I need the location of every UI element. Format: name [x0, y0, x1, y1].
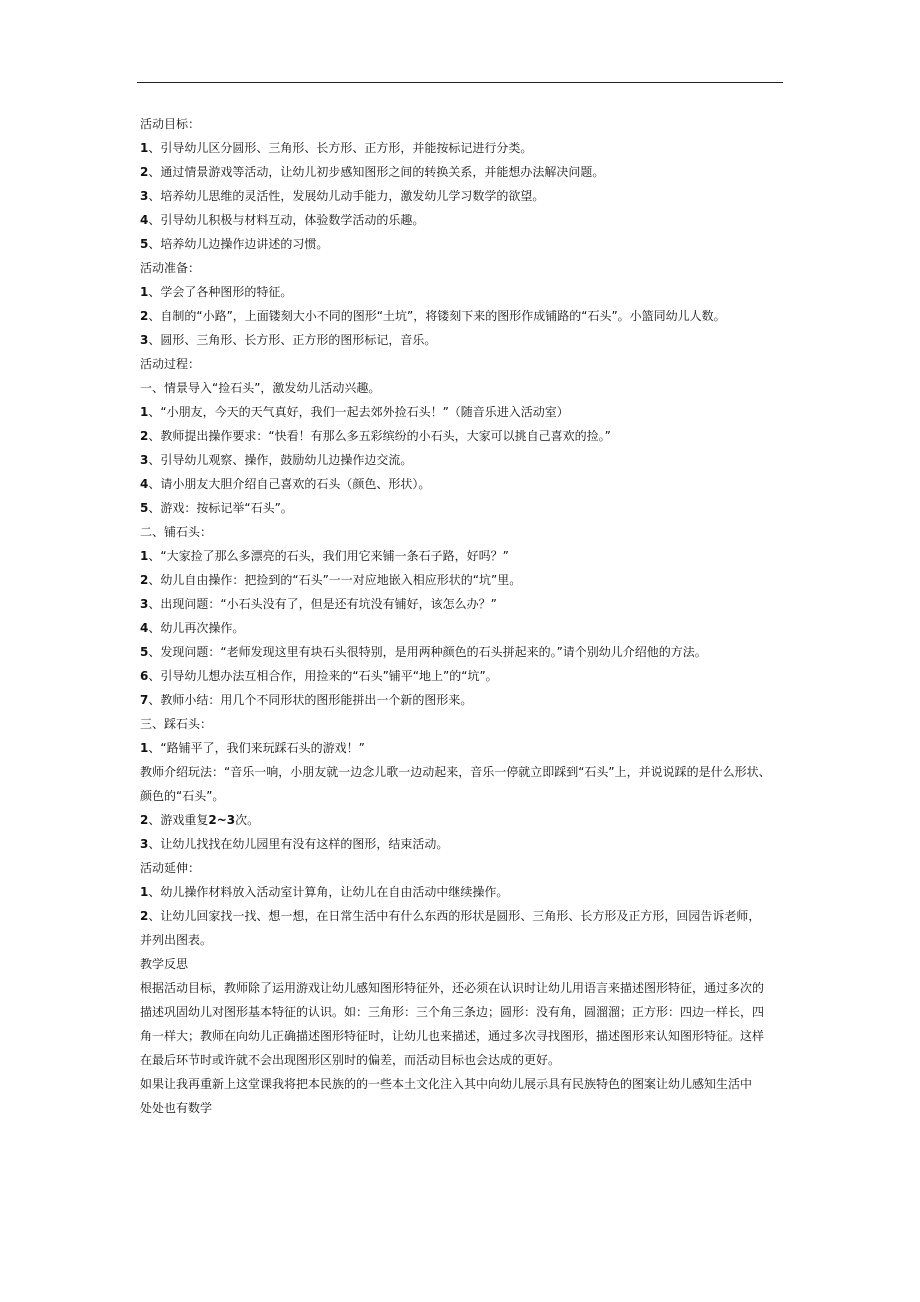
item-number: 4: [140, 477, 149, 491]
text-line: [140, 640, 792, 664]
line-text: 、引导幼儿想办法互相合作，用捡来的“石头”铺平“地上”的“坑”。: [148, 669, 498, 683]
line-text: 、幼儿自由操作：把捡到的“石头”一一对应地嵌入相应形状的“坑”里。: [148, 573, 522, 587]
text-line: [140, 808, 792, 832]
text-line: [140, 328, 792, 352]
line-text: 、自制的“小路”，上面镂刻大小不同的图形“土坑”，将镂刻下来的图形作成铺路的“石头”。小篮同幼儿人数。: [148, 309, 726, 323]
item-number: 1: [140, 741, 149, 755]
item-number: 3: [140, 453, 149, 467]
item-number: 2: [140, 813, 149, 827]
item-number: 2: [140, 165, 149, 179]
text-line: [140, 568, 792, 592]
text-line: [140, 880, 792, 904]
line-text: 在最后环节时或许就不会出现图形区别时的偏差，而活动目标也会达成的更好。: [140, 1053, 561, 1067]
item-number: 1: [140, 885, 149, 899]
line-text: 、“小朋友，今天的天气真好，我们一起去郊外捡石头！”（随音乐进入活动室）: [148, 405, 569, 419]
line-text: 、出现问题：“小石头没有了，但是还有坑没有铺好，该怎么办？”: [148, 597, 497, 611]
item-number: 3: [140, 837, 149, 851]
item-number: 3: [140, 189, 149, 203]
line-text: 、让幼儿回家找一找、想一想，在日常生活中有什么东西的形状是圆形、三角形、长方形及正方形，回园告诉老师，: [148, 909, 761, 923]
text-line: [140, 1048, 792, 1072]
text-line: [140, 1000, 792, 1024]
line-text: 活动准备：: [140, 261, 201, 275]
line-text: 处处也有数学: [140, 1101, 213, 1115]
text-line: [140, 856, 792, 880]
text-line: [140, 544, 792, 568]
item-number: 3: [140, 597, 149, 611]
line-text: 、游戏：按标记举“石头”。: [148, 501, 293, 515]
text-line: [140, 952, 792, 976]
text-line: [140, 904, 792, 928]
text-line: [140, 232, 792, 256]
line-text: 一、情景导入“捡石头”，激发幼儿活动兴趣。: [140, 381, 381, 395]
line-text: 如果让我再重新上这堂课我将把本民族的的一些本土文化注入其中向幼儿展示具有民族特色的图案让幼儿感知生活中: [140, 1077, 753, 1091]
line-text: 、请小朋友大胆介绍自己喜欢的石头（颜色、形状）。: [148, 477, 431, 491]
item-number: 2: [140, 309, 149, 323]
line-text: 、培养幼儿边操作边讲述的习惯。: [148, 237, 329, 251]
line-text: 、培养幼儿思维的灵活性，发展幼儿动手能力，激发幼儿学习数学的欲望。: [148, 189, 545, 203]
text-line: [140, 664, 792, 688]
line-text: 教师介绍玩法：“音乐一响，小朋友就一边念儿歌一边动起来，音乐一停就立即踩到“石头”上，并说说踩的是什么形状、: [140, 765, 771, 779]
line-text: 、幼儿操作材料放入活动室计算角，让幼儿在自由活动中继续操作。: [148, 885, 509, 899]
line-text: 三、踩石头：: [140, 717, 213, 731]
text-line: [140, 832, 792, 856]
item-number: 2: [140, 909, 149, 923]
text-line: [140, 112, 792, 136]
text-line: [140, 784, 792, 808]
text-line: [140, 592, 792, 616]
line-text: 、引导幼儿区分圆形、三角形、长方形、正方形，并能按标记进行分类。: [148, 141, 533, 155]
item-number: 6: [140, 669, 149, 683]
item-number: 4: [140, 621, 149, 635]
text-line: [140, 1024, 792, 1048]
line-text: 二、铺石头：: [140, 525, 213, 539]
text-line: [140, 280, 792, 304]
line-text: 、教师小结：用几个不同形状的图形能拼出一个新的图形来。: [148, 693, 473, 707]
text-line: [140, 472, 792, 496]
item-number: 2: [140, 573, 149, 587]
text-line: [140, 400, 792, 424]
text-line: [140, 928, 792, 952]
line-text: 、让幼儿找找在幼儿园里有没有这样的图形，结束活动。: [148, 837, 449, 851]
line-text: 活动过程：: [140, 357, 201, 371]
text-line: [140, 184, 792, 208]
item-number: 3: [140, 333, 149, 347]
item-number: 7: [140, 693, 149, 707]
item-number: 1: [140, 285, 149, 299]
text-line: [140, 256, 792, 280]
line-text: 、“大家捡了那么多漂亮的石头，我们用它来铺一条石子路，好吗？”: [148, 549, 509, 563]
text-line: [140, 376, 792, 400]
text-line: [140, 448, 792, 472]
line-text: 并列出图表。: [140, 933, 213, 947]
line-text: 、发现问题：“老师发现这里有块石头很特别，是用两种颜色的石头拼起来的。”请个别幼儿介绍他的方法。: [148, 645, 707, 659]
line-text: 角一样大；教师在向幼儿正确描述图形特征时，让幼儿也来描述，通过多次寻找图形，描述图形来认知图形特征。这样: [140, 1029, 765, 1043]
line-text: 活动延伸：: [140, 861, 201, 875]
text-line: [140, 496, 792, 520]
item-number: 1: [140, 405, 149, 419]
line-text: 、教师提出操作要求：“快看！有那么多五彩缤纷的小石头，大家可以挑自己喜欢的捡。”: [148, 429, 611, 443]
text-line: [140, 352, 792, 376]
text-line: [140, 208, 792, 232]
line-text-tail: 次。: [235, 813, 260, 827]
line-text: 根据活动目标，教师除了运用游戏让幼儿感知图形特征外，还必须在认识时让幼儿用语言来描述图形特征，通过多次的: [140, 981, 765, 995]
document-body: [140, 112, 792, 1120]
text-line: [140, 1072, 792, 1096]
line-text: 、通过情景游戏等活动，让幼儿初步感知图形之间的转换关系，并能想办法解决问题。: [148, 165, 605, 179]
text-line: [140, 616, 792, 640]
inline-number: 2~3: [208, 813, 236, 827]
line-text: 教学反思: [140, 957, 189, 971]
line-text: 描述巩固幼儿对图形基本特征的认识。如：三角形：三个角三条边；圆形：没有角，圆溜溜；正方形：四边一样长，四: [140, 1005, 765, 1019]
text-line: [140, 736, 792, 760]
line-text: 、游戏重复: [148, 813, 209, 827]
line-text: 活动目标：: [140, 117, 201, 131]
text-line: [140, 1096, 792, 1120]
item-number: 2: [140, 429, 149, 443]
item-number: 4: [140, 213, 149, 227]
item-number: 1: [140, 141, 149, 155]
text-line: [140, 976, 792, 1000]
line-text: 、“路铺平了，我们来玩踩石头的游戏！”: [148, 741, 365, 755]
item-number: 1: [140, 549, 149, 563]
text-line: [140, 136, 792, 160]
header-rule: [137, 82, 783, 83]
line-text: 、幼儿再次操作。: [148, 621, 245, 635]
text-line: [140, 304, 792, 328]
text-line: [140, 520, 792, 544]
item-number: 5: [140, 645, 149, 659]
text-line: [140, 688, 792, 712]
text-line: [140, 160, 792, 184]
line-text: 、引导幼儿观察、操作，鼓励幼儿边操作边交流。: [148, 453, 413, 467]
text-line: [140, 760, 792, 784]
line-text: 、圆形、三角形、长方形、正方形的图形标记，音乐。: [148, 333, 437, 347]
text-line: [140, 712, 792, 736]
item-number: 5: [140, 501, 149, 515]
item-number: 5: [140, 237, 149, 251]
line-text: 、引导幼儿积极与材料互动，体验数学活动的乐趣。: [148, 213, 425, 227]
text-line: [140, 424, 792, 448]
line-text: 、学会了各种图形的特征。: [148, 285, 293, 299]
line-text: 颜色的“石头”。: [140, 789, 225, 803]
